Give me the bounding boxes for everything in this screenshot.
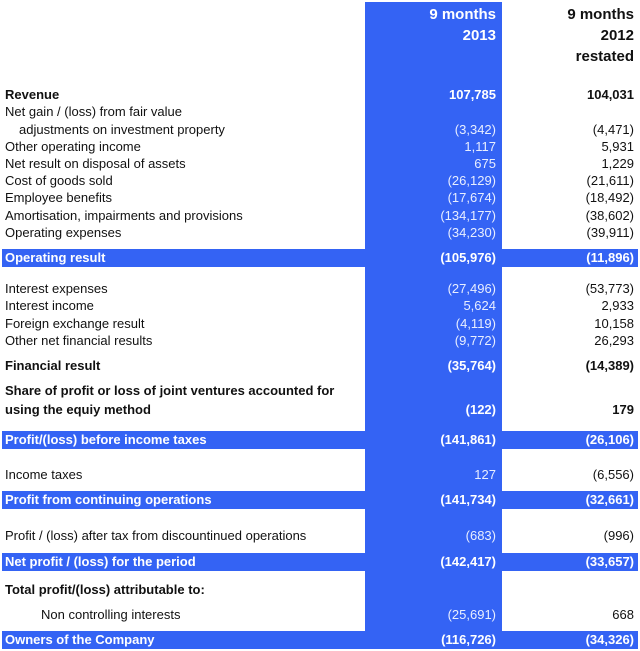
value-2012: (26,106) bbox=[585, 432, 634, 447]
value-2013: (4,119) bbox=[455, 316, 496, 331]
value-2012: (4,471) bbox=[592, 122, 634, 137]
value-2012: (33,657) bbox=[585, 554, 634, 569]
value-2012: 2,933 bbox=[601, 298, 634, 313]
value-2012: 5,931 bbox=[601, 139, 634, 154]
value-2013: 675 bbox=[474, 156, 496, 171]
value-2013: (26,129) bbox=[447, 173, 496, 188]
value-2012: 668 bbox=[612, 607, 634, 622]
value-2012: (32,661) bbox=[585, 492, 634, 507]
row-label: Financial result bbox=[5, 358, 101, 373]
table-row bbox=[2, 249, 638, 267]
value-2012: 1,229 bbox=[601, 156, 634, 171]
value-2012: 26,293 bbox=[594, 333, 634, 348]
value-2012: (11,896) bbox=[586, 250, 634, 265]
row-label: Non controlling interests bbox=[41, 607, 181, 622]
value-2013: (142,417) bbox=[440, 554, 496, 569]
value-2013: (34,230) bbox=[447, 225, 496, 240]
value-2013: (105,976) bbox=[440, 250, 496, 265]
value-2013: (122) bbox=[465, 402, 496, 417]
value-2013: (35,764) bbox=[447, 358, 496, 373]
row-label: Profit / (loss) after tax from discountinued operations bbox=[5, 528, 307, 543]
value-2013: 5,624 bbox=[463, 298, 496, 313]
value-2012: 104,031 bbox=[587, 87, 634, 102]
header-9-months-2012-restated bbox=[502, 4, 634, 67]
row-label: using the equiy method bbox=[5, 402, 151, 417]
value-2012: 10,158 bbox=[594, 316, 634, 331]
value-2013: 1,117 bbox=[464, 139, 496, 154]
row-label: Operating result bbox=[5, 250, 106, 265]
header-col2-line2: 2012 bbox=[600, 27, 634, 44]
table-row bbox=[2, 431, 638, 449]
row-label: Operating expenses bbox=[5, 225, 122, 240]
row-label: Net profit / (loss) for the period bbox=[5, 554, 196, 569]
row-label: Profit from continuing operations bbox=[5, 492, 212, 507]
row-label: Amortisation, impairments and provisions bbox=[5, 208, 243, 223]
row-label: Employee benefits bbox=[5, 190, 112, 205]
row-label: Net gain / (loss) from fair value bbox=[5, 104, 183, 119]
row-label: Interest income bbox=[5, 298, 94, 313]
row-label: Other operating income bbox=[5, 139, 141, 154]
row-label: Foreign exchange result bbox=[5, 316, 145, 331]
row-label: Owners of the Company bbox=[5, 632, 155, 647]
header-9-months-2013 bbox=[365, 4, 496, 46]
table-row bbox=[2, 553, 638, 571]
row-label: Other net financial results bbox=[5, 333, 153, 348]
table-row bbox=[2, 491, 638, 509]
value-2013: (141,734) bbox=[440, 492, 496, 507]
row-label: Profit/(loss) before income taxes bbox=[5, 432, 207, 447]
value-2013: (9,772) bbox=[454, 333, 496, 348]
row-label: Net result on disposal of assets bbox=[5, 156, 186, 171]
value-2012: (39,911) bbox=[586, 225, 634, 240]
row-label: Income taxes bbox=[5, 467, 83, 482]
row-label: Cost of goods sold bbox=[5, 173, 113, 188]
header-col1-line2: 2013 bbox=[462, 27, 496, 44]
value-2013: (683) bbox=[465, 528, 496, 543]
value-2012: (996) bbox=[603, 528, 634, 543]
value-2012: (21,611) bbox=[586, 173, 634, 188]
value-2012: 179 bbox=[612, 402, 634, 417]
value-2012: (14,389) bbox=[585, 358, 634, 373]
value-2012: (38,602) bbox=[585, 208, 634, 223]
header-col1-line1: 9 months bbox=[429, 6, 496, 23]
value-2013: (25,691) bbox=[447, 607, 496, 622]
value-2012: (18,492) bbox=[585, 190, 634, 205]
value-2013: (27,496) bbox=[447, 281, 496, 296]
row-label: Total profit/(loss) attributable to: bbox=[5, 582, 205, 597]
value-2013: (17,674) bbox=[447, 190, 496, 205]
value-2013: (134,177) bbox=[440, 208, 496, 223]
value-2013: 127 bbox=[474, 467, 496, 482]
header-col2-line1: 9 months bbox=[567, 6, 634, 23]
row-label: Share of profit or loss of joint ventures accounted for bbox=[5, 383, 335, 398]
value-2013: (141,861) bbox=[440, 432, 496, 447]
value-2013: 107,785 bbox=[449, 87, 496, 102]
row-label: Revenue bbox=[5, 87, 60, 102]
value-2013: (116,726) bbox=[441, 632, 496, 647]
row-label: Interest expenses bbox=[5, 281, 108, 296]
value-2012: (6,556) bbox=[592, 467, 634, 482]
value-2012: (53,773) bbox=[585, 281, 634, 296]
header-col2-line3: restated bbox=[575, 48, 634, 65]
value-2013: (3,342) bbox=[454, 122, 496, 137]
table-row bbox=[2, 631, 638, 649]
row-label: adjustments on investment property bbox=[19, 122, 225, 137]
value-2012: (34,326) bbox=[585, 632, 634, 647]
